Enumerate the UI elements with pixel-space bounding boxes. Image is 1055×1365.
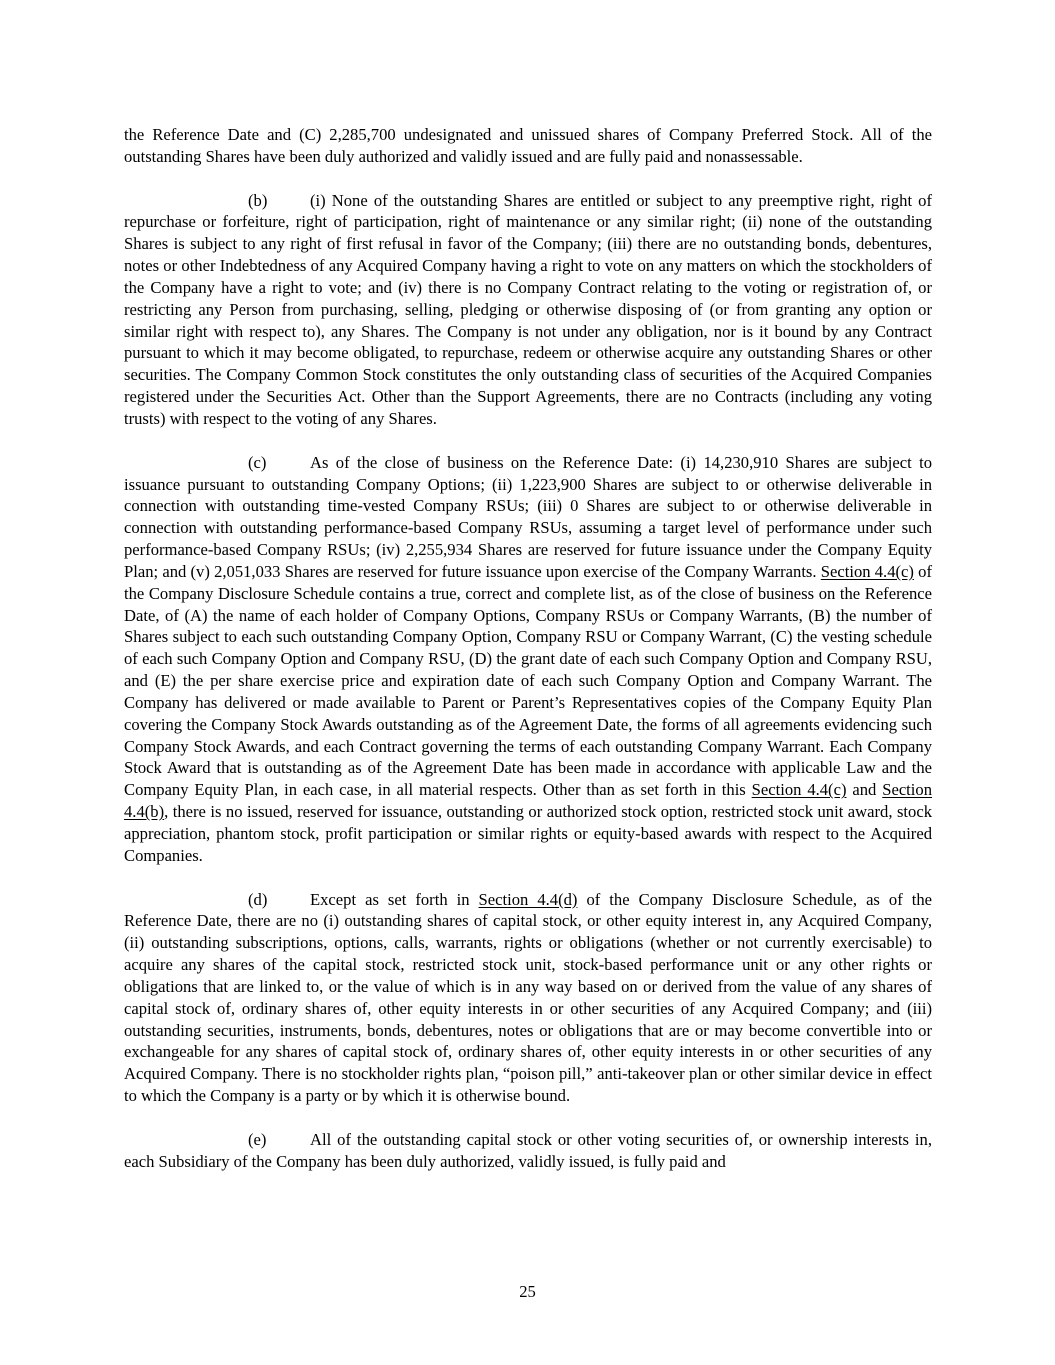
paragraph-e xyxy=(124,1129,932,1173)
section-reference: Section 4.4(c) xyxy=(751,780,847,800)
paragraph-continuation xyxy=(124,124,932,168)
paragraph-marker: (c) xyxy=(248,452,267,472)
paragraph-b xyxy=(124,190,932,430)
paragraph-text: of the Company Disclosure Schedule contains a true, correct and complete list, as of the close of business on the Reference Date, of (A) the name of each holder of Company Options, Company RSUs or Company Warrants, (B) the number of Shares subject to each such outstanding Company Option, Company RSU or Company Warrant, (C) the vesting schedule of each such Company Option and Company RSU, (D) the grant date of each such Company Option and Company RSU, and (E) the per share exercise price and expiration date of each such Company Option and Company Warrant. The Company has delivered or made available to Parent or Parent’s Representatives copies of the Company Equity Plan covering the Company Stock Awards outstanding as of the Agreement Date, the forms of all agreements evidencing such Company Stock Awards, and each Contract governing the terms of each outstanding Company Warrant. Each Company Stock Award that is outstanding as of the Agreement Date has been made in accordance with applicable Law and the Company Equity Plan, in each case, in all material respects. Other than as set forth in this xyxy=(124,561,932,800)
paragraph-text: of the Company Disclosure Schedule, as of the Reference Date, there are no (i) outstanding shares of capital stock, or other equity interest in, any Acquired Company, (ii) outstanding subscriptions, options, calls, warrants, rights or obligations (whether or not currently exercisable) to acquire any shares of the capital stock, restricted stock unit, stock-based performance unit or any other rights or obligations that are linked to, or the value of which is in any way based on or derived from the value of any shares of capital stock of, ordinary shares of, other equity interests in or other securities of any Acquired Company; and (iii) outstanding securities, instruments, bonds, debentures, notes or obligations that are or may become convertible into or exchangeable for any shares of capital stock of, ordinary shares of, other equity interests in or other securities of any Acquired Company. There is no stockholder rights plan, “poison pill,” anti-takeover plan or other similar device in effect to which the Company is a party or by which it is otherwise bound. xyxy=(124,889,933,1106)
document-body xyxy=(124,124,932,1194)
paragraph-text: Except as set forth in xyxy=(310,889,479,909)
section-reference: Section 4.4(d) xyxy=(478,889,578,909)
paragraph-text: and xyxy=(846,780,883,800)
paragraph-c xyxy=(124,452,932,867)
paragraph-d xyxy=(124,889,932,1107)
paragraph-marker: (e) xyxy=(248,1129,267,1149)
page-number: 25 xyxy=(519,1282,536,1301)
paragraph-text: (i) None of the outstanding Shares are entitled or subject to any preemptive right, right of repurchase or forfeiture, right of participation, right of maintenance or any similar right; (ii) none of the outstanding Shares is subject to any right of first refusal in favor of the Company; (iii) there are no outstanding bonds, debentures, notes or other Indebtedness of any Acquired Company having a right to vote on any matters on which the stockholders of the Company have a right to vote; and (iv) there is no Company Contract relating to the voting or registration of, or restricting any Person from purchasing, selling, pledging or otherwise disposing of (or from granting any option or similar right with respect to), any Shares. The Company is not under any obligation, nor is it bound by any Contract pursuant to which it may become obligated, to repurchase, redeem or otherwise acquire any outstanding Shares or other securities. The Company Common Stock constitutes the only outstanding class of securities of the Acquired Companies registered under the Securities Act. Other than the Support Agreements, there are no Contracts (including any voting trusts) with respect to the voting of any Shares. xyxy=(124,190,932,428)
section-reference: Section 4.4(b) xyxy=(124,780,932,822)
section-reference: Section 4.4(c) xyxy=(820,561,914,581)
paragraph-text: As of the close of business on the Reference Date: (i) 14,230,910 Shares are subject to issuance pursuant to outstanding Company Options; (ii) 1,223,900 Shares are subject to or otherwise deliverable in connection with outstanding time-vested Company RSUs; (iii) 0 Shares are subject to or otherwise deliverable in connection with outstanding performance-based Company RSUs, assuming a target level of performance under such performance-based Company RSUs; (iv) 2,255,934 Shares are reserved for future issuance under the Company Equity Plan; and (v) 2,051,033 Shares are reserved for future issuance upon exercise of the Company Warrants. xyxy=(124,452,932,581)
paragraph-text: , there is no issued, reserved for issuance, outstanding or authorized stock option, restricted stock unit award, stock appreciation, phantom stock, profit participation or similar rights or equity-based awards with respect to the Acquired Companies. xyxy=(124,802,932,865)
paragraph-text: All of the outstanding capital stock or other voting securities of, or ownership interests in, each Subsidiary of the Company has been duly authorized, validly issued, is fully paid and xyxy=(124,1129,932,1171)
paragraph-marker: (b) xyxy=(248,190,268,210)
paragraph-text: the Reference Date and (C) 2,285,700 undesignated and unissued shares of Company Preferred Stock. All of the outstanding Shares have been duly authorized and validly issued and are fully paid and nonassessable. xyxy=(124,125,932,166)
paragraph-marker: (d) xyxy=(248,889,268,909)
